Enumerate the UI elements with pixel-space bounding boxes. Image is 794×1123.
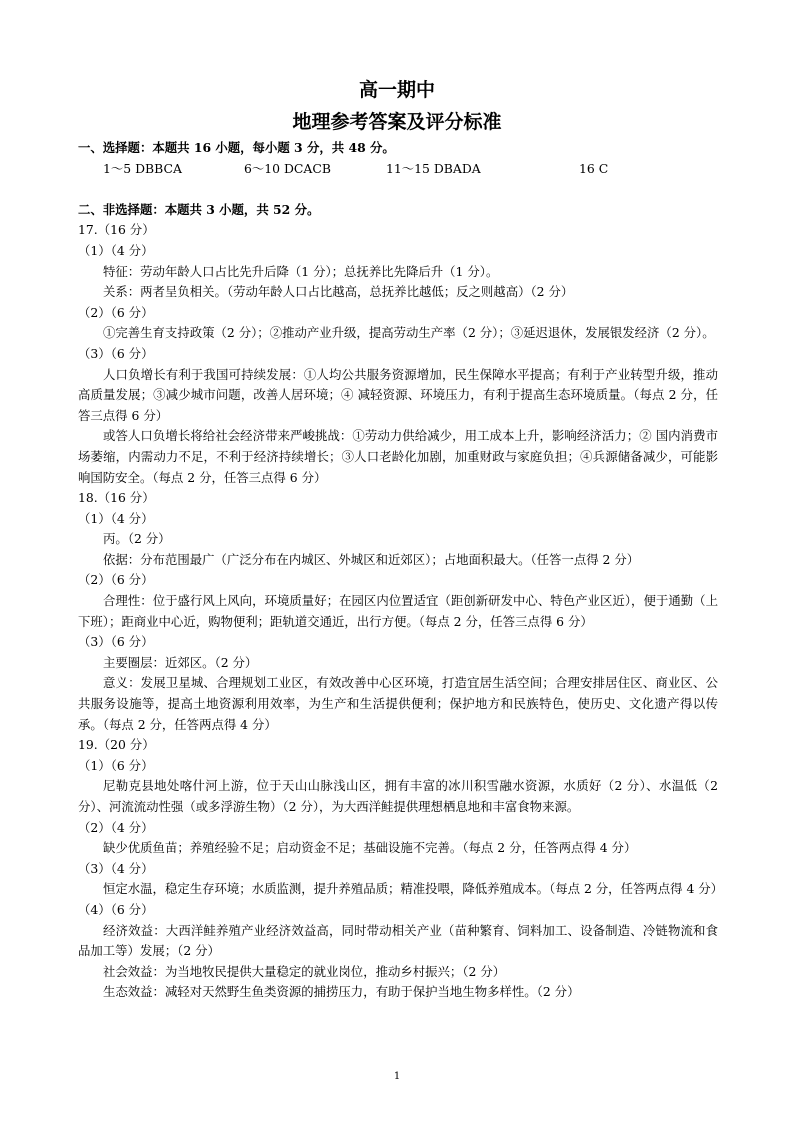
q19-part1-label: （1）（6 分） [78,757,154,773]
q18-part1-answer-a: 丙。（2 分） [103,531,171,547]
q17-part2-label: （2）（6 分） [78,304,154,320]
mc-answer-16: 16 C [579,160,609,176]
mc-answers-row [78,159,718,180]
q17-part3-answer-b: 或答人口负增长将给社会经济带来严峻挑战：①劳动力供给减少，用工成本上升，影响经济活力；② 国内消费市场萎缩，内需动力不足，不利于经济持续增长；③人口老龄化加剧，加重财政与家庭负担；④兵源储备减少，可能影响国防安全。（每点 2 分，任答三点得 6 分） [78,428,718,485]
q18-part1-label: （1）（4 分） [78,510,154,526]
q19-part4-answer-c: 生态效益：减轻对天然野生鱼类资源的捕捞压力，有助于保护当地生物多样性。（2 分） [103,984,580,1000]
q19-label: 19.（20 分） [78,737,155,753]
q19-part3-answer: 恒定水温，稳定生存环境；水质监测，提升养殖品质；精准投喂，降低养殖成本。（每点 2 分，任答两点得 4 分） [103,881,724,897]
mc-answer-11-15: 11～15 DBADA [386,160,481,176]
spacer [78,179,718,200]
q19-part4-label: （4）（6 分） [78,901,154,917]
q18-part3-answer-a: 主要圈层：近郊区。（2 分） [103,654,258,670]
mc-answer-1-5: 1～5 DBBCA [103,160,182,176]
section2-heading: 二、非选择题：本题共 3 小题，共 52 分。 [78,201,320,217]
q18-label: 18.（16 分） [78,490,155,506]
q17-part1-answer-a: 特征：劳动年龄人口占比先升后降（1 分）；总抚养比先降后升（1 分）。 [103,263,499,279]
q18-part3-answer-b: 意义：发展卫星城、合理规划工业区，有效改善中心区环境，打造宜居生活空间；合理安排居住区、商业区、公共服务设施等，提高土地资源利用效率，为生产和生活提供便利；保护地方和民族特色，使历史、文化遗产得以传承。（每点 2 分，任答两点得 4 分） [78,675,718,732]
page-subtitle: 地理参考答案及评分标准 [292,111,502,133]
q19-part2-answer: 缺少优质鱼苗；养殖经验不足；启动资金不足；基础设施不完善。（每点 2 分，任答两点得 4 分） [103,840,637,856]
q18-part2-label: （2）（6 分） [78,572,154,588]
q18-part1-answer-b: 依据：分布范围最广（广泛分布在内城区、外城区和近郊区）；占地面积最大。（任答一点得 2 分） [103,551,640,567]
document-body [78,138,724,1003]
q17-part3-label: （3）（6 分） [78,345,154,361]
page-title: 高一期中 [358,79,435,101]
q19-part1-answer: 尼勒克县地处喀什河上游，位于天山山脉浅山区，拥有丰富的冰川积雪融水资源，水质好（2 分）、水温低（2 分）、河流流动性强（或多浮游生物）（2 分），为大西洋鲑提供理想栖息地和丰富食物来源。 [78,778,718,814]
q17-part1-label: （1）（4 分） [78,242,154,258]
q19-part3-label: （3）（4 分） [78,860,154,876]
q17-label: 17.（16 分） [78,222,155,238]
q17-part2-answer: ①完善生育支持政策（2 分）；②推动产业升级，提高劳动生产率（2 分）；③延迟退休，发展银发经济（2 分）。 [103,325,715,341]
q17-part3-answer-a: 人口负增长有利于我国可持续发展：①人均公共服务资源增加，民生保障水平提高；有利于产业转型升级，推动高质量发展；③减少城市问题，改善人居环境；④ 减轻资源、环境压力，有利于提高生态环境质量。（每点 2 分，任答三点得 6 分） [78,366,718,423]
q19-part2-label: （2）（4 分） [78,819,154,835]
q18-part2-answer: 合理性：位于盛行风上风向，环境质量好；在园区内位置适宜（距创新研发中心、特色产业区近），便于通勤（上下班）；距商业中心近，购物便利；距轨道交通近，出行方便。（每点 2 分，任答三点得 6 分） [78,593,718,629]
q18-part3-label: （3）（6 分） [78,634,154,650]
q19-part4-answer-b: 社会效益：为当地牧民提供大量稳定的就业岗位，推动乡村振兴；（2 分） [103,963,506,979]
mc-answer-6-10: 6～10 DCACB [244,160,331,176]
q17-part1-answer-b: 关系：两者呈负相关。（劳动年龄人口占比越高，总抚养比越低；反之则越高）（2 分） [103,284,574,300]
section1-heading: 一、选择题：本题共 16 小题，每小题 3 分，共 48 分。 [78,140,395,155]
q19-part4-answer-a: 经济效益：大西洋鲑养殖产业经济效益高，同时带动相关产业（苗种繁育、饲料加工、设备制造、冷链物流和食品加工等）发展；（2 分） [78,922,718,959]
page-number: 1 [393,1071,401,1082]
